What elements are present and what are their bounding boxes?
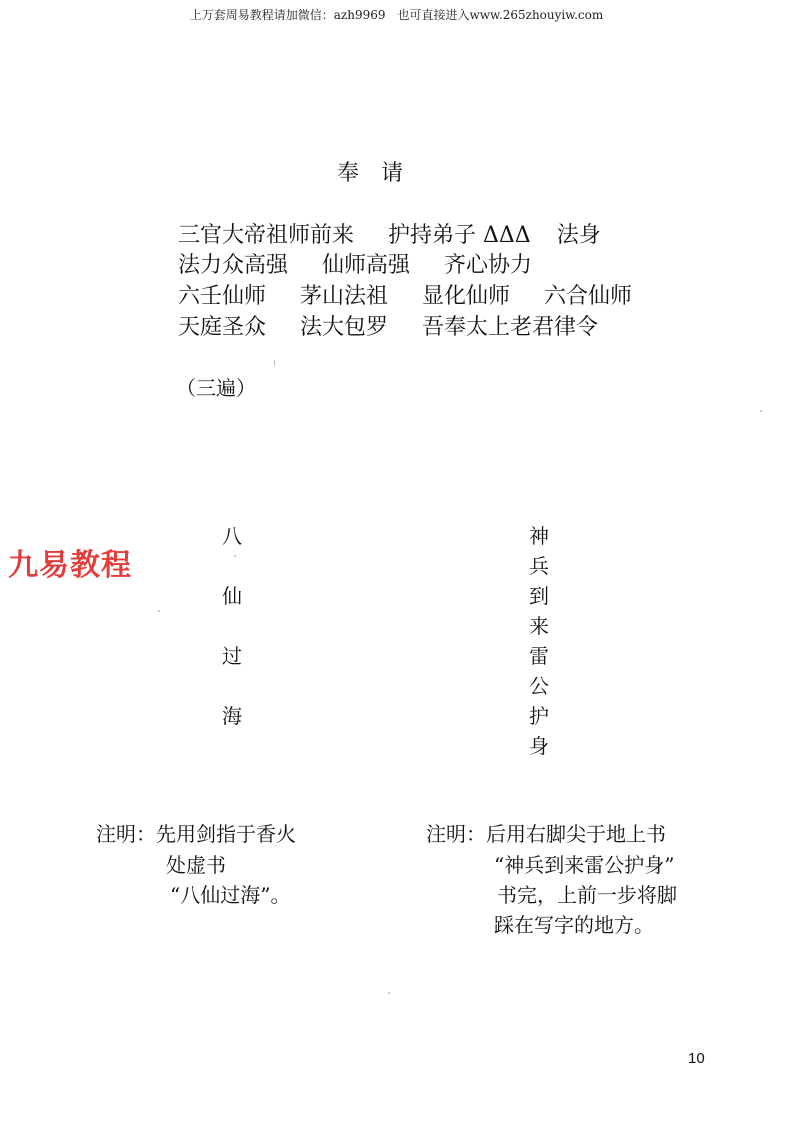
invocation-phrase: 显化仙师 bbox=[422, 284, 511, 309]
invocation-phrase: 三官大帝祖师前来 bbox=[178, 223, 355, 248]
scan-speck bbox=[760, 410, 762, 412]
scan-speck bbox=[158, 610, 160, 612]
invocation-phrase: 六壬仙师 bbox=[178, 284, 267, 309]
invocation-phrase: 仙师高强 bbox=[322, 253, 411, 278]
invocation-line-1 bbox=[178, 218, 601, 249]
note-left-line-1: 注明：先用剑指于香火 bbox=[96, 822, 296, 846]
invocation-line-4 bbox=[178, 310, 598, 341]
header-banner: 上万套周易教程请加微信：azh9969 也可直接进入www.265zhouyiw.com bbox=[189, 8, 604, 22]
repeat-note: （三遍） bbox=[176, 376, 256, 400]
left-vertical-char: 仙 bbox=[222, 584, 242, 608]
right-vertical-char: 到 bbox=[529, 584, 549, 608]
watermark-logo: 九易教程 bbox=[8, 548, 132, 583]
invocation-phrase: 六合仙师 bbox=[544, 284, 633, 309]
page-number: 10 bbox=[688, 1050, 705, 1067]
scan-speck bbox=[388, 992, 390, 994]
note-right-line-2: “神兵到来雷公护身” bbox=[494, 853, 675, 877]
scan-speck bbox=[274, 360, 275, 366]
note-right-line-4: 踩在写字的地方。 bbox=[494, 913, 654, 937]
invocation-phrase: 法身 bbox=[556, 223, 601, 248]
right-vertical-char: 神 bbox=[529, 524, 549, 548]
right-vertical-char: 兵 bbox=[529, 554, 549, 578]
invocation-line-2 bbox=[178, 248, 532, 279]
right-vertical-char: 来 bbox=[529, 614, 549, 638]
scan-speck bbox=[234, 555, 236, 557]
invocation-phrase: 齐心协力 bbox=[444, 253, 533, 278]
left-vertical-char: 八 bbox=[222, 524, 242, 548]
right-vertical-char: 雷 bbox=[529, 644, 549, 668]
invocation-phrase: 护持弟子 ΔΔΔ bbox=[388, 223, 531, 248]
invocation-phrase: 吾奉太上老君律令 bbox=[422, 315, 599, 340]
note-left-line-3: “八仙过海”。 bbox=[170, 883, 291, 907]
right-vertical-char: 公 bbox=[529, 674, 549, 698]
left-vertical-char: 过 bbox=[222, 644, 242, 668]
invocation-line-3 bbox=[178, 279, 632, 310]
invocation-phrase: 茅山法祖 bbox=[300, 284, 389, 309]
right-vertical-char: 身 bbox=[529, 734, 549, 758]
invocation-phrase: 法大包罗 bbox=[300, 315, 389, 340]
section-title: 奉请 bbox=[337, 161, 426, 186]
note-right-line-1: 注明：后用右脚尖于地上书 bbox=[426, 822, 666, 846]
note-right-line-3: 书完，上前一步将脚 bbox=[497, 883, 677, 907]
right-vertical-char: 护 bbox=[529, 704, 549, 728]
note-left-line-2: 处虚书 bbox=[166, 853, 226, 877]
invocation-phrase: 法力众高强 bbox=[178, 253, 289, 278]
left-vertical-char: 海 bbox=[222, 704, 242, 728]
invocation-phrase: 天庭圣众 bbox=[178, 315, 267, 340]
